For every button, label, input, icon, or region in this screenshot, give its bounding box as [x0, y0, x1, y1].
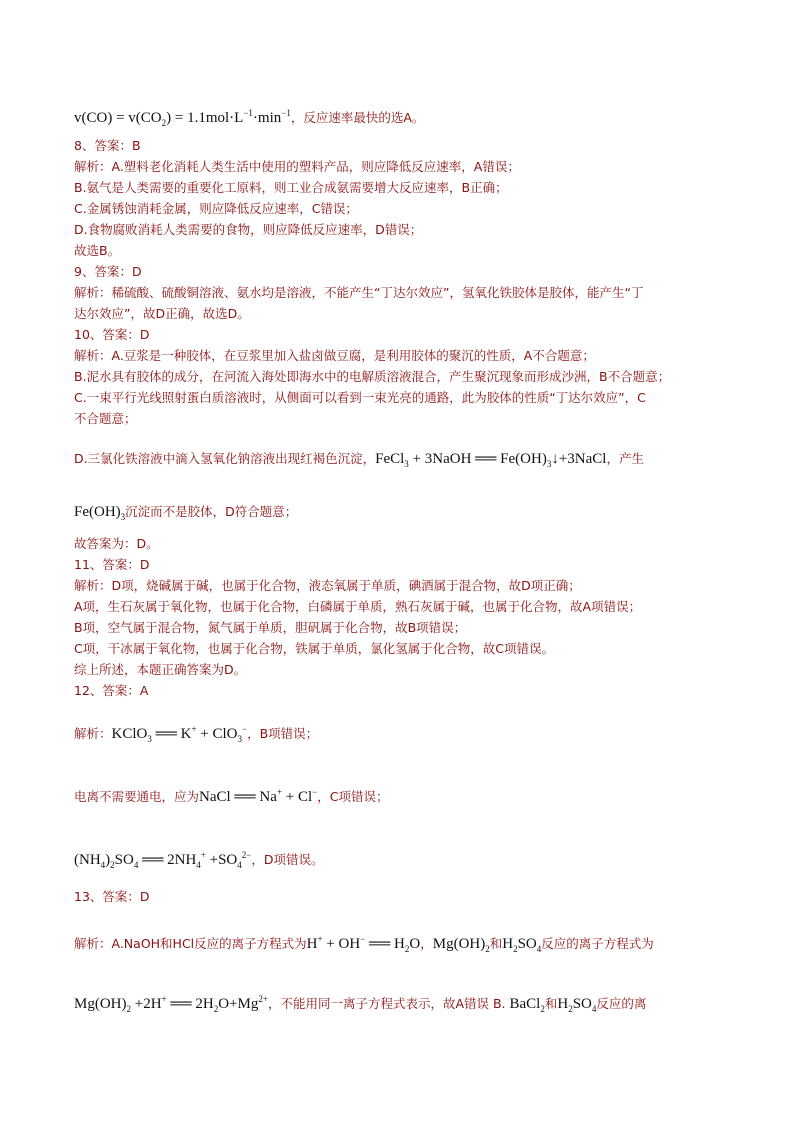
- text-line: C.金属锈蚀消耗金属，则应降低反应速率，C错误；: [74, 201, 358, 216]
- text-line: 13、答案：D: [74, 889, 150, 904]
- text-line: A项，生石灰属于氧化物，也属于化合物，白磷属于单质，熟石灰属于碱，也属于化合物，故A项错误；: [74, 599, 642, 614]
- text-line: D.食物腐败消耗人类需要的食物，则应降低反应速率，D错误；: [74, 222, 423, 237]
- text-line: 达尔效应”，故D正确，故选D。: [74, 306, 250, 321]
- text-line: C项，干冰属于氧化物，也属于化合物，铁属于单质，氯化氢属于化合物，故C项错误。: [74, 641, 554, 656]
- text-line: $Mg(OH)_2 +2H^+$ ══ $2H_2O+Mg^{2+}$，不能用同一离子方程式表示，故A错误 B. BaCl$_2$和$H_2SO_4$反应的离: [74, 994, 647, 1014]
- text-line: 解析：A.NaOH和HCl反应的离子方程式为H+ + OH− ══ $H_2O$，$Mg(OH)_2$和$H_2SO_4$反应的离子方程式为: [74, 934, 654, 954]
- text-line: 11、答案：D: [74, 557, 150, 572]
- text-line: 解析：A.豆浆是一种胶体，在豆浆里加入盐卤做豆腐，是利用胶体的聚沉的性质，A不合题意；: [74, 348, 595, 363]
- text-line: 不合题意；: [74, 411, 137, 426]
- text-line: 9、答案：D: [74, 264, 142, 279]
- text-line: 综上所述，本题正确答案为D。: [74, 662, 247, 677]
- text-line: 故选B。: [74, 243, 121, 258]
- text-line: 8、答案：B: [74, 138, 141, 153]
- text-line: 12、答案：A: [74, 683, 149, 698]
- text-line: C.一束平行光线照射蛋白质溶液时，从侧面可以看到一束光亮的通路，此为胶体的性质“丁达尔效应”，C: [74, 390, 646, 405]
- text-line: 10、答案：D: [74, 327, 150, 342]
- text-line: D.三氯化铁溶液中滴入氢氧化钠溶液出现红褐色沉淀，FeCl$_3$ + 3NaOH ══ $Fe(OH)_3↓+3NaCl$，产生: [74, 451, 644, 469]
- text-line: 电离不需要通电，应为NaCl ══ Na+ + Cl−，C项错误；: [74, 787, 389, 805]
- text-line: B.泥水具有胶体的成分，在河流入海处即海水中的电解质溶液混合，产生聚沉现象而形成沙洲，B不合题意；: [74, 369, 671, 384]
- text-line: 故答案为：D。: [74, 536, 159, 551]
- text-line: B.氨气是人类需要的重要化工原料，则工业合成氨需要增大反应速率，B正确；: [74, 180, 508, 195]
- text-line: 解析：A.塑料老化消耗人类生活中使用的塑料产品，则应降低反应速率，A错误；: [74, 159, 520, 174]
- text-line: $v(CO) = v(CO_2) = 1.1mol\cdot L^{-1}\cdot\min^{-1}$，反应速率最快的选A。: [74, 108, 425, 128]
- text-line: B项，空气属于混合物，氮气属于单质，胆矾属于化合物，故B项错误；: [74, 620, 467, 635]
- text-line: $(NH_4)_2SO_4$ ══ $2NH_4^+ +SO_4^{2-}$，D项错误。: [74, 850, 324, 870]
- text-line: $Fe(OH)_3$沉淀而不是胶体，D符合题意；: [74, 504, 298, 522]
- text-line: 解析：D项，烧碱属于碱，也属于化合物，液态氧属于单质，碘酒属于混合物，故D项正确；: [74, 578, 581, 593]
- text-line: 解析：KClO$_3$ ══ K+ + ClO$_3$−，B项错误；: [74, 724, 319, 744]
- text-line: 解析：稀硫酸、硫酸铜溶液、氨水均是溶液，不能产生“丁达尔效应”，氢氧化铁胶体是胶体，能产生“丁: [74, 285, 644, 300]
